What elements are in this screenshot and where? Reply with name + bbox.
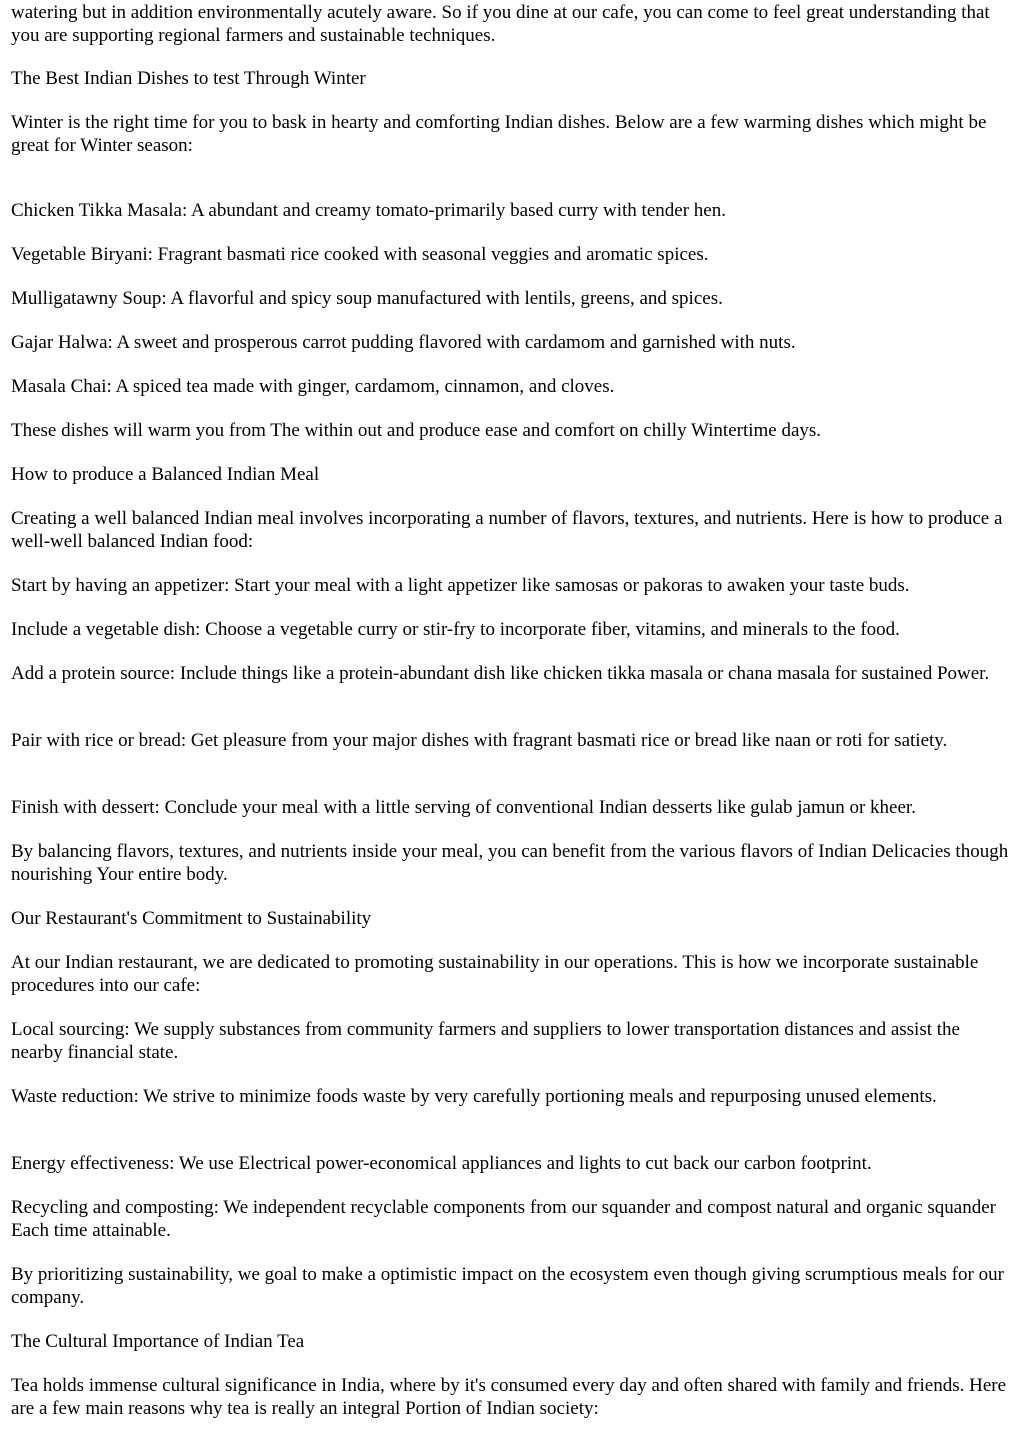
paragraph-intro-continuation: watering but in addition environmentally acutely aware. So if you dine at our cafe, you can come to feel great understanding that you are supporting regional farmers and sustainable techniques. <box>11 2 990 46</box>
heading-winter-dishes: The Best Indian Dishes to test Through Winter <box>11 68 366 89</box>
paragraph-balanced-meal-intro: Creating a well balanced Indian meal involves incorporating a number of flavors, textures, and nutrients. Here is how to produce a well-well balanced Indian food: <box>11 508 1003 552</box>
list-item-dessert: Finish with dessert: Conclude your meal with a little serving of conventional Indian desserts like gulab jamun or kheer. <box>11 797 916 818</box>
list-item-recycling-composting: Recycling and composting: We independent recyclable components from our squander and compost natural and organic squander Each time attainable. <box>11 1197 996 1241</box>
list-item-masala-chai: Masala Chai: A spiced tea made with ginger, cardamom, cinnamon, and cloves. <box>11 376 615 397</box>
paragraph-winter-intro: Winter is the right time for you to bask in hearty and comforting Indian dishes. Below are a few warming dishes which might be great for Winter season: <box>11 112 987 156</box>
paragraph-winter-conclusion: These dishes will warm you from The within out and produce ease and comfort on chilly Wintertime days. <box>11 420 822 441</box>
heading-balanced-meal: How to produce a Balanced Indian Meal <box>11 464 320 485</box>
list-item-protein-source: Add a protein source: Include things like a protein-abundant dish like chicken tikka masala or chana masala for sustained Power. <box>11 663 990 684</box>
list-item-mulligatawny-soup: Mulligatawny Soup: A flavorful and spicy soup manufactured with lentils, greens, and spices. <box>11 288 723 309</box>
paragraph-balanced-meal-conclusion: By balancing flavors, textures, and nutrients inside your meal, you can benefit from the various flavors of Indian Delicacies though nourishing Your entire body. <box>11 841 1009 885</box>
list-item-energy-effectiveness: Energy effectiveness: We use Electrical power-economical appliances and lights to cut back our carbon footprint. <box>11 1153 872 1174</box>
list-item-appetizer: Start by having an appetizer: Start your meal with a light appetizer like samosas or pakoras to awaken your taste buds. <box>11 575 910 596</box>
list-item-vegetable-dish: Include a vegetable dish: Choose a vegetable curry or stir-fry to incorporate fiber, vitamins, and minerals to the food. <box>11 619 900 640</box>
paragraph-sustainability-intro: At our Indian restaurant, we are dedicated to promoting sustainability in our operations. This is how we incorporate sustainable procedures into our cafe: <box>11 952 979 996</box>
list-item-vegetable-biryani: Vegetable Biryani: Fragrant basmati rice cooked with seasonal veggies and aromatic spices. <box>11 244 709 265</box>
paragraph-tea-intro: Tea holds immense cultural significance in India, where by it's consumed every day and often shared with family and friends. Here are a few main reasons why tea is really an integral Portion of Indian society: <box>11 1375 1007 1419</box>
list-item-local-sourcing: Local sourcing: We supply substances from community farmers and suppliers to lower transportation distances and assist the nearby financial state. <box>11 1019 960 1063</box>
list-item-gajar-halwa: Gajar Halwa: A sweet and prosperous carrot pudding flavored with cardamom and garnished with nuts. <box>11 332 796 353</box>
heading-sustainability: Our Restaurant's Commitment to Sustainability <box>11 908 372 929</box>
list-item-rice-or-bread: Pair with rice or bread: Get pleasure from your major dishes with fragrant basmati rice or bread like naan or roti for satiety. <box>11 730 948 751</box>
paragraph-sustainability-conclusion: By prioritizing sustainability, we goal to make a optimistic impact on the ecosystem even though giving scrumptious meals for our company. <box>11 1264 1004 1308</box>
list-item-waste-reduction: Waste reduction: We strive to minimize foods waste by very carefully portioning meals and repurposing unused elements. <box>11 1086 937 1107</box>
heading-indian-tea: The Cultural Importance of Indian Tea <box>11 1331 305 1352</box>
list-item-chicken-tikka-masala: Chicken Tikka Masala: A abundant and creamy tomato-primarily based curry with tender hen. <box>11 200 726 221</box>
